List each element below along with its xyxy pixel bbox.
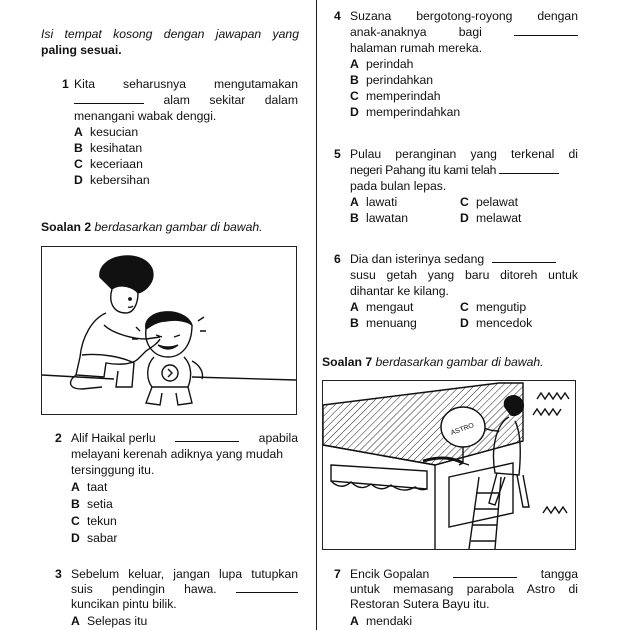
- q5-text: pada bulan lepas.: [350, 179, 447, 193]
- option-a[interactable]: A taat: [71, 480, 108, 494]
- picture-astro-installation: [322, 380, 576, 550]
- child-body: [148, 357, 191, 387]
- q4-text: anak-anaknya: [350, 25, 427, 39]
- option-c[interactable]: C keceriaan: [74, 157, 143, 171]
- question-number: 5: [334, 147, 341, 161]
- option-c[interactable]: C pelawat: [460, 195, 519, 209]
- window: [449, 463, 513, 527]
- q3-text: hawa.: [184, 582, 217, 596]
- q6-text: susu getah yang baru ditoreh untuk: [350, 268, 578, 282]
- option-a[interactable]: A kesucian: [74, 125, 139, 139]
- q6-text: dihantar ke kilang.: [350, 284, 449, 298]
- option-d[interactable]: D mencedok: [460, 316, 533, 330]
- child-hair: [146, 312, 192, 329]
- q7-text: Restoran Sutera Bayu itu.: [350, 597, 490, 611]
- option-c[interactable]: C memperindah: [350, 89, 441, 103]
- q5-text: Pulau peranginan yang terkenal di: [350, 147, 578, 161]
- q1-text: sekitar: [209, 93, 246, 107]
- q2-text: tersinggung itu.: [71, 463, 155, 477]
- dish-label: ASTRO: [449, 422, 476, 438]
- option-b[interactable]: B lawatan: [350, 211, 409, 225]
- foliage: [533, 393, 569, 415]
- question-number: 2: [55, 431, 62, 445]
- q3-text: Sebelum keluar, jangan lupa tutupkan: [71, 567, 298, 581]
- question-number: 7: [334, 567, 341, 581]
- column-divider: [316, 0, 317, 630]
- option-a[interactable]: A Selepas itu: [71, 614, 148, 628]
- mother-leg: [82, 354, 134, 387]
- q4-text: bagi: [458, 25, 482, 39]
- q7-text: tangga: [540, 567, 578, 581]
- option-a[interactable]: A mengaut: [350, 300, 414, 314]
- option-d[interactable]: D memperindahkan: [350, 105, 461, 119]
- q1-text: menangani wabak denggi.: [74, 109, 217, 123]
- child-arm: [192, 361, 203, 379]
- option-b[interactable]: B setia: [71, 497, 113, 511]
- q5-text: negeri Pahang itu kami telah: [350, 163, 497, 177]
- q1-text: dalam: [264, 93, 298, 107]
- q2-text: Alif Haikal perlu: [71, 431, 156, 445]
- q7-text: Encik Gopalan: [350, 567, 430, 581]
- option-c[interactable]: C mengutip: [460, 300, 527, 314]
- q1-text: alam: [163, 93, 190, 107]
- answer-blank[interactable]: [74, 93, 144, 104]
- instruction: [41, 27, 299, 58]
- answer-blank[interactable]: [175, 431, 239, 442]
- option-b[interactable]: B menuang: [350, 316, 417, 330]
- astro-installation-illustration: [323, 381, 575, 549]
- q2-text: apabila: [258, 431, 298, 445]
- man-legs: [489, 473, 529, 507]
- instruction-line2: paling sesuai.: [41, 42, 122, 57]
- option-d[interactable]: D melawat: [460, 211, 522, 225]
- answer-blank[interactable]: [499, 163, 559, 174]
- q2-text: melayani kerenah adiknya yang mudah: [71, 447, 284, 461]
- question-number: 4: [334, 9, 341, 23]
- option-d[interactable]: D sabar: [71, 531, 118, 545]
- answer-blank[interactable]: [236, 582, 298, 593]
- child-legs: [146, 387, 192, 405]
- picture-mother-child: [41, 246, 297, 415]
- ladder: [469, 477, 501, 549]
- q4-text: dengan: [537, 9, 578, 23]
- instruction-line1: Isi tempat kosong dengan jawapan yang: [41, 27, 299, 41]
- option-c[interactable]: C tekun: [71, 514, 117, 528]
- q1-text: seharusnya: [122, 77, 186, 91]
- answer-blank[interactable]: [453, 567, 517, 578]
- option-a[interactable]: A lawati: [350, 195, 398, 209]
- section-heading-7: Soalan 7 berdasarkan gambar di bawah.: [322, 355, 544, 369]
- section-heading-2: Soalan 2 berdasarkan gambar di bawah.: [41, 220, 263, 234]
- q7-text: untuk memasang parabola Astro di: [350, 582, 578, 596]
- shirt-logo: [162, 365, 178, 381]
- option-b[interactable]: B kesihatan: [74, 141, 143, 155]
- answer-blank[interactable]: [492, 252, 556, 263]
- q4-text: halaman rumah mereka.: [350, 41, 483, 55]
- q4-text: Suzana: [350, 9, 392, 23]
- mother-arm: [104, 325, 160, 339]
- option-b[interactable]: B perindahkan: [350, 73, 434, 87]
- q1-text: mengutamakan: [213, 77, 298, 91]
- answer-blank[interactable]: [514, 25, 578, 36]
- q3-text: pendingin: [111, 582, 165, 596]
- q6-text: Dia dan isterinya sedang: [350, 252, 485, 266]
- mother-child-illustration: [42, 247, 296, 414]
- q3-text: kuncikan pintu bilik.: [71, 597, 177, 611]
- mother-face: [111, 289, 138, 313]
- question-number: 1: [62, 77, 69, 91]
- mother-hair: [100, 256, 153, 293]
- q3-text: suis: [71, 582, 93, 596]
- option-d[interactable]: D kebersihan: [74, 173, 150, 187]
- q4-text: bergotong-royong: [416, 9, 513, 23]
- question-number: 3: [55, 567, 62, 581]
- option-a[interactable]: A perindah: [350, 57, 414, 71]
- q1-text: Kita: [74, 77, 96, 91]
- question-number: 6: [334, 252, 341, 266]
- child-face: [146, 325, 192, 357]
- option-a[interactable]: A mendaki: [350, 614, 413, 628]
